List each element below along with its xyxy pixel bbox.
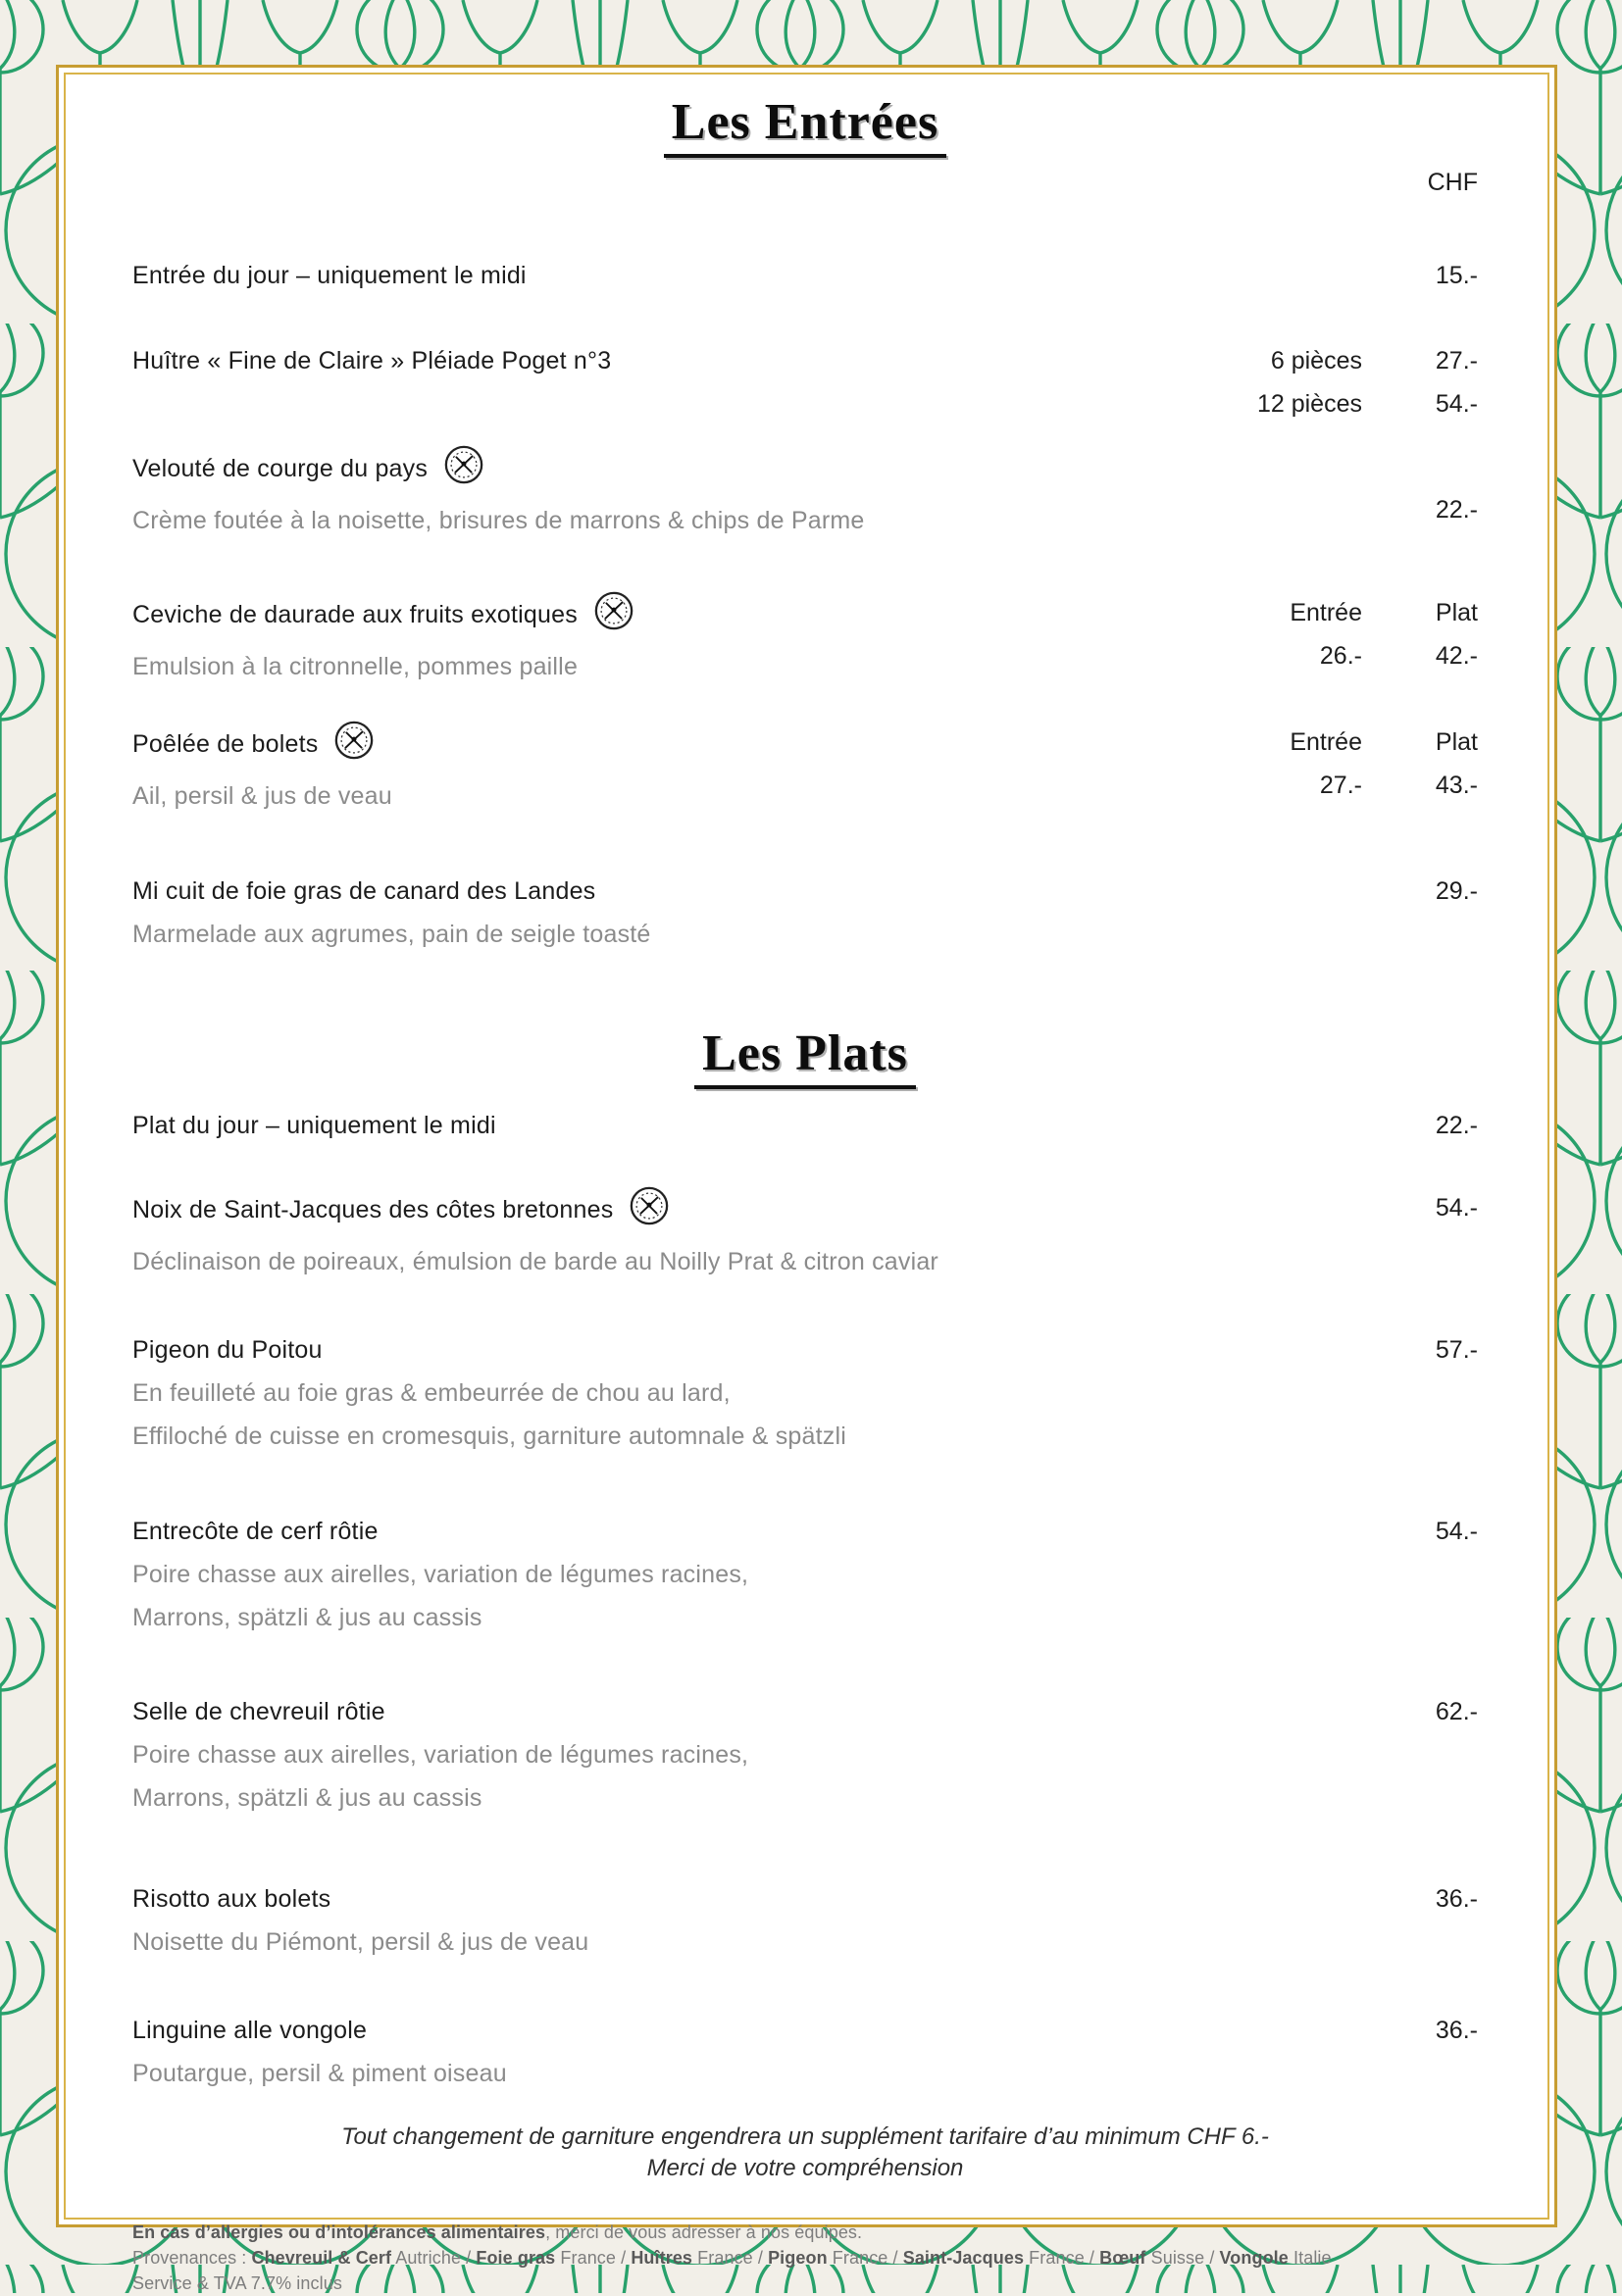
menu-item <box>132 1884 1478 1958</box>
price-plat: 43.- <box>1435 772 1478 799</box>
item-description: Marrons, spätzli & jus au cassis <box>132 1604 482 1631</box>
item-name: Pigeon du Poitou <box>132 1336 323 1364</box>
qty-label: 6 pièces <box>1270 347 1362 374</box>
item-description: Noisette du Piémont, persil & jus de veau <box>132 1928 589 1956</box>
provenance-line: Provenances : Chevreuil & Cerf Autriche / Foie gras France / Huîtres France / Pigeon France / Saint-Jacques France / Bœuf Suisse / Vongole Italie <box>132 2248 1332 2268</box>
item-description: Marrons, spätzli & jus au cassis <box>132 1784 482 1812</box>
item-name: Linguine alle vongole <box>132 2017 368 2044</box>
item-description: Poire chasse aux airelles, variation de légumes racines, <box>132 1741 749 1769</box>
price: 54.- <box>1435 390 1478 418</box>
item-description: Poire chasse aux airelles, variation de légumes racines, <box>132 1561 749 1588</box>
menu-item <box>132 1517 1478 1633</box>
menu-item <box>132 727 1478 812</box>
price: 22.- <box>1435 1112 1478 1139</box>
price-entree: 27.- <box>1319 772 1362 799</box>
currency-header: CHF <box>1427 169 1478 196</box>
menu-panel <box>56 65 1557 2293</box>
garnish-note <box>132 2121 1478 2184</box>
price: 54.- <box>1435 1518 1478 1545</box>
item-name: Risotto aux bolets <box>132 1885 331 1913</box>
item-description: Déclinaison de poireaux, émulsion de barde au Noilly Prat & citron caviar <box>132 1248 938 1275</box>
price-plat: 42.- <box>1435 642 1478 670</box>
menu-content <box>59 68 1554 2296</box>
price-col-header-entree: Entrée <box>1290 728 1362 756</box>
section-title-plats-text: Les Plats <box>694 1024 916 1089</box>
price: 22.- <box>1435 496 1478 524</box>
item-description: Emulsion à la citronnelle, pommes paille <box>132 653 579 680</box>
menu-item <box>132 1335 1478 1452</box>
price-col-header-plat: Plat <box>1435 728 1478 756</box>
item-name: Entrecôte de cerf rôtie <box>132 1518 379 1545</box>
menu-item <box>132 1193 1478 1277</box>
menu-item <box>132 1111 1478 1141</box>
price-entree: 26.- <box>1319 642 1362 670</box>
menu-item <box>132 2016 1478 2089</box>
menu-item <box>132 598 1478 682</box>
item-name: Velouté de courge du pays <box>132 455 429 483</box>
item-name: Mi cuit de foie gras de canard des Landes <box>132 877 596 905</box>
item-name: Huître « Fine de Claire » Pléiade Poget n°3 <box>132 347 612 374</box>
price: 27.- <box>1435 347 1478 374</box>
price-col-header-entree: Entrée <box>1290 599 1362 626</box>
item-description: Effiloché de cuisse en cromesquis, garniture automnale & spätzli <box>132 1423 846 1450</box>
item-name: Entrée du jour – uniquement le midi <box>132 262 527 289</box>
item-name: Plat du jour – uniquement le midi <box>132 1112 496 1139</box>
price: 15.- <box>1435 262 1478 289</box>
service-tva-line: Service & TVA 7.7% inclus <box>132 2273 342 2293</box>
allergy-notice: En cas d’allergies ou d’intolérances alimentaires, merci de vous adresser à nos équipes. <box>132 2222 863 2242</box>
qty-label: 12 pièces <box>1256 390 1362 418</box>
menu-item <box>132 876 1478 950</box>
price-col-header-plat: Plat <box>1435 599 1478 626</box>
section-title-entrees-text: Les Entrées <box>664 93 946 158</box>
section-title-entrees <box>132 93 1478 158</box>
price: 62.- <box>1435 1698 1478 1725</box>
item-name: Selle de chevreuil rôtie <box>132 1698 385 1725</box>
price: 36.- <box>1435 2017 1478 2044</box>
item-description: Marmelade aux agrumes, pain de seigle toasté <box>132 921 651 948</box>
fait-maison-badge-icon <box>443 444 484 485</box>
menu-item <box>132 346 1478 420</box>
menu-item <box>132 261 1478 291</box>
price: 36.- <box>1435 1885 1478 1913</box>
item-description: En feuilleté au foie gras & embeurrée de chou au lard, <box>132 1379 731 1407</box>
menu-item <box>132 452 1478 536</box>
item-description: Crème foutée à la noisette, brisures de marrons & chips de Parme <box>132 507 865 534</box>
menu-item <box>132 1697 1478 1814</box>
garnish-note-line1: Tout changement de garniture engendrera un supplément tarifaire d’au minimum CHF 6.- <box>341 2123 1269 2150</box>
fait-maison-badge-icon <box>333 720 375 761</box>
item-name: Poêlée de bolets <box>132 730 319 759</box>
footer <box>132 2220 1478 2296</box>
price: 54.- <box>1435 1194 1478 1222</box>
fait-maison-badge-icon <box>629 1185 670 1226</box>
item-name: Ceviche de daurade aux fruits exotiques <box>132 601 578 629</box>
fait-maison-badge-icon <box>593 590 634 631</box>
section-title-plats <box>132 1024 1478 1089</box>
item-description: Poutargue, persil & piment oiseau <box>132 2060 507 2087</box>
item-name: Noix de Saint-Jacques des côtes bretonnes <box>132 1196 614 1224</box>
price: 29.- <box>1435 877 1478 905</box>
item-description: Ail, persil & jus de veau <box>132 782 392 810</box>
garnish-note-line2: Merci de votre compréhension <box>646 2155 964 2181</box>
price: 57.- <box>1435 1336 1478 1364</box>
